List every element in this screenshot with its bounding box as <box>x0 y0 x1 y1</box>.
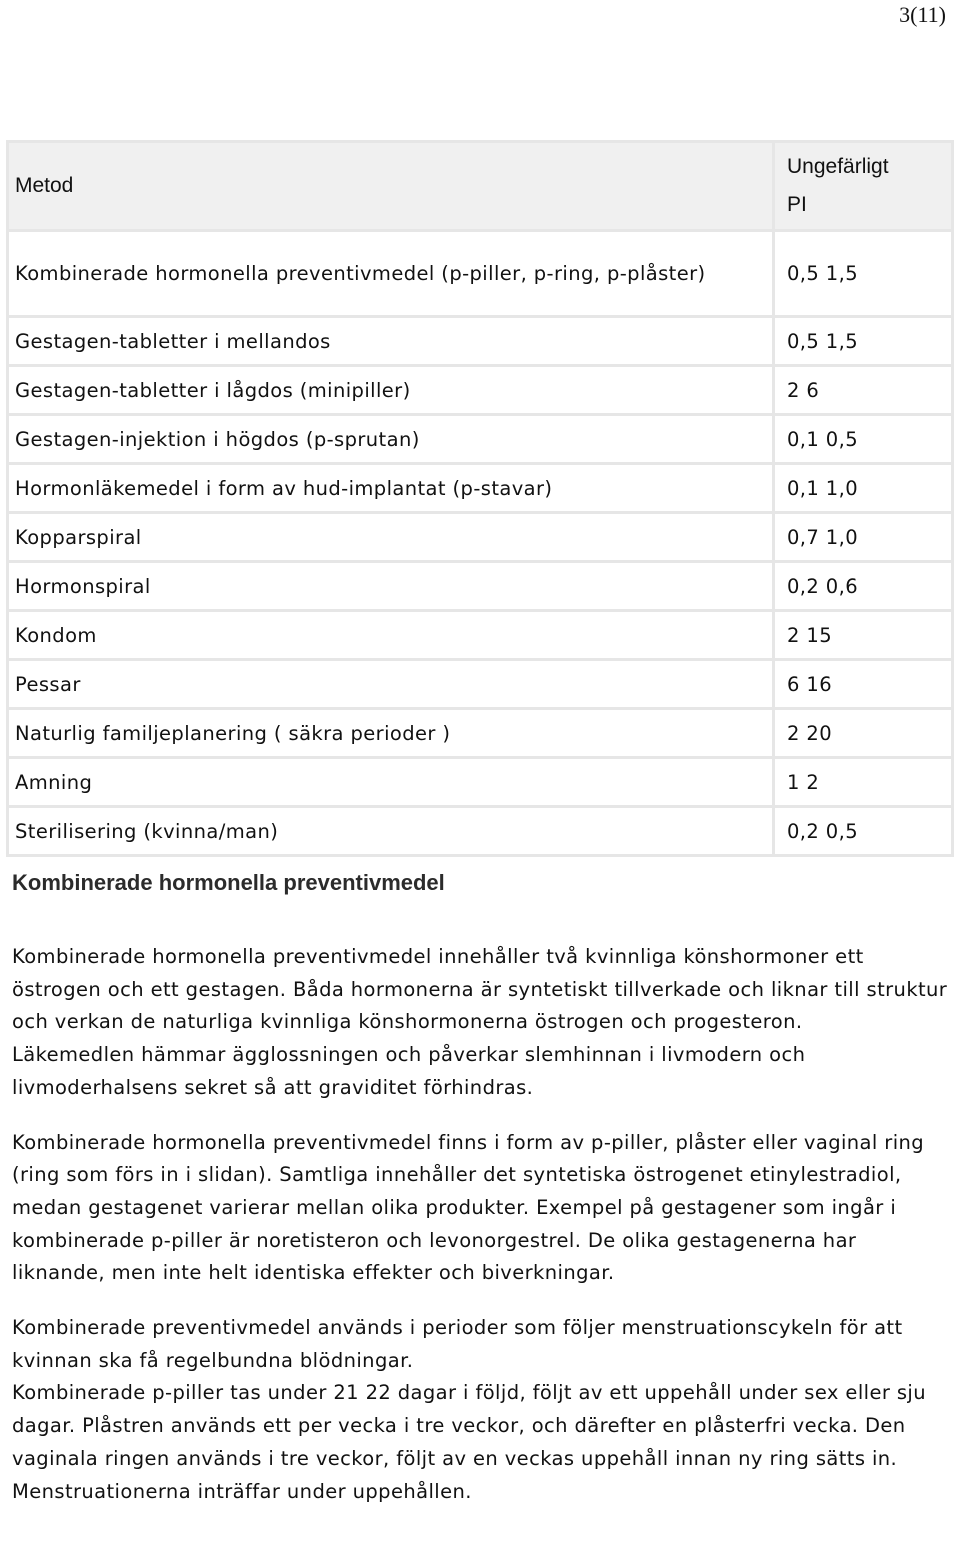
method-cell: Gestagen-tabletter i lågdos (minipiller) <box>8 366 774 415</box>
table-row <box>8 366 953 415</box>
method-cell: Gestagen-tabletter i mellandos <box>8 317 774 366</box>
column-header-pi-line2: PI <box>787 193 807 216</box>
pi-cell: 2 20 <box>774 709 953 758</box>
table-row <box>8 513 953 562</box>
pi-cell: 6 16 <box>774 660 953 709</box>
method-cell: Kombinerade hormonella preventivmedel (p-piller, p-ring, p-plåster) <box>8 231 774 317</box>
section-content <box>12 864 948 1508</box>
pi-cell: 0,1 0,5 <box>774 415 953 464</box>
pi-cell: 0,5 1,5 <box>774 231 953 317</box>
method-cell: Hormonspiral <box>8 562 774 611</box>
paragraph: Kombinerade hormonella preventivmedel innehåller två kvinnliga könshormoner ett östrogen och ett gestagen. Båda hormonerna är syntetiskt tillverkade och liknar till struktur och verkan de naturliga kvinnliga könshormonerna östrogen och progesteron. <box>12 945 948 1034</box>
method-cell: Hormonläkemedel i form av hud-implantat (p-stavar) <box>8 464 774 513</box>
pi-cell: 0,2 0,6 <box>774 562 953 611</box>
pi-cell: 0,5 1,5 <box>774 317 953 366</box>
pi-cell: 0,2 0,5 <box>774 807 953 856</box>
table-row <box>8 807 953 856</box>
table-header-row <box>8 142 953 231</box>
column-header-pi-line1: Ungefärligt <box>787 155 889 178</box>
table-row <box>8 660 953 709</box>
table-row <box>8 758 953 807</box>
section-heading: Kombinerade hormonella preventivmedel <box>12 870 445 895</box>
table-row <box>8 317 953 366</box>
column-header-method: Metod <box>8 142 774 231</box>
pi-cell: 1 2 <box>774 758 953 807</box>
table-row <box>8 611 953 660</box>
pi-cell: 0,1 1,0 <box>774 464 953 513</box>
pi-cell: 0,7 1,0 <box>774 513 953 562</box>
table-row <box>8 562 953 611</box>
paragraph: Läkemedlen hämmar ägglossningen och påverkar slemhinnan i livmodern och livmoderhalsens sekret så att graviditet förhindras. <box>12 1043 806 1099</box>
method-cell: Gestagen-injektion i högdos (p-sprutan) <box>8 415 774 464</box>
paragraph: Kombinerade p-piller tas under 21 22 dagar i följd, följt av ett uppehåll under sex eller sju dagar. Plåstren används ett per vecka i tre veckor, och därefter en plåsterfri vecka. Den vaginala ringen används i tre veckor, följt av en veckas uppehåll innan ny ring sätts in. Menstruationerna inträffar under uppehållen. <box>12 1381 927 1503</box>
table-row <box>8 464 953 513</box>
table-row <box>8 709 953 758</box>
table-row <box>8 231 953 317</box>
pi-cell: 2 15 <box>774 611 953 660</box>
method-cell: Sterilisering (kvinna/man) <box>8 807 774 856</box>
method-cell: Amning <box>8 758 774 807</box>
paragraph: Kombinerade hormonella preventivmedel finns i form av p-piller, plåster eller vaginal ring (ring som förs in i slidan). Samtliga innehåller det syntetiska östrogenet etinylestradiol, medan gestagenet varierar mellan olika produkter. Exempel på gestagener som ingår i kombinerade p-piller är noretisteron och levonorgestrel. De olika gestagenerna har liknande, men inte helt identiska effekter och biverkningar. <box>12 1130 925 1285</box>
method-cell: Naturlig familjeplanering ( säkra perioder ) <box>8 709 774 758</box>
pi-cell: 2 6 <box>774 366 953 415</box>
contraception-pearl-index-table <box>6 140 954 857</box>
method-cell: Kopparspiral <box>8 513 774 562</box>
paragraph: Kombinerade preventivmedel används i perioder som följer menstruationscykeln för att kvinnan ska få regelbundna blödningar. <box>12 1316 903 1372</box>
method-cell: Kondom <box>8 611 774 660</box>
table-row <box>8 415 953 464</box>
page-number: 3(11) <box>899 2 946 27</box>
method-cell: Pessar <box>8 660 774 709</box>
column-header-pi <box>774 142 953 231</box>
